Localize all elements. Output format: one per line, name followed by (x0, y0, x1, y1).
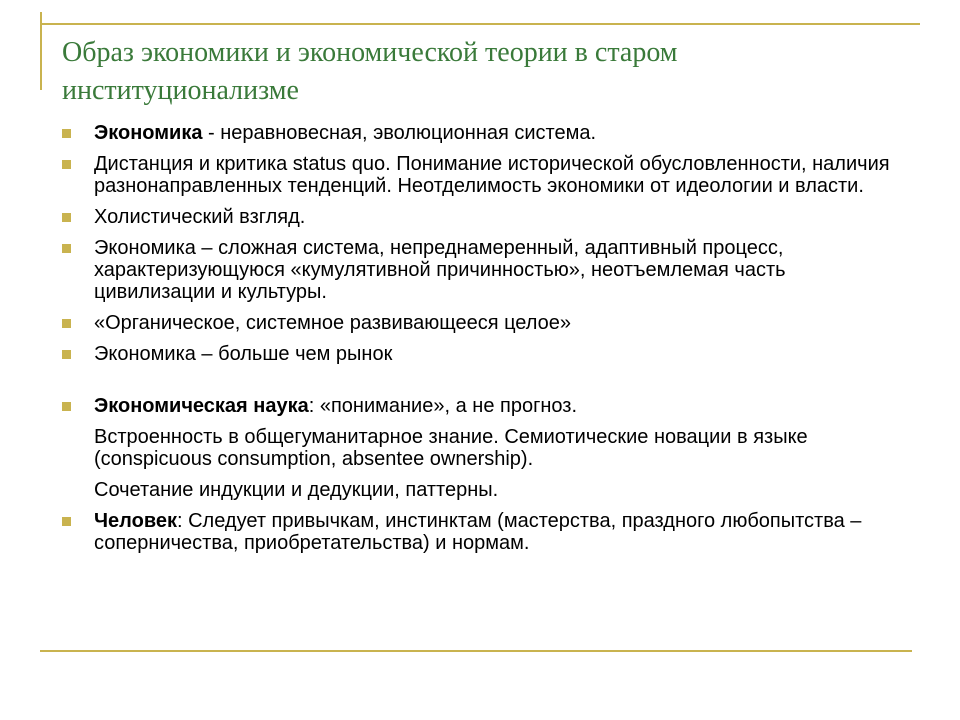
bullet-square-icon (62, 244, 71, 253)
frame-bottom-line (40, 650, 912, 652)
bullet-item-science (62, 395, 912, 417)
item-bold: Экономическая наука (94, 395, 309, 417)
frame-top-line (40, 23, 920, 25)
item-text: «Органическое, системное развивающееся целое» (94, 312, 572, 334)
item-text: Экономика – сложная система, непреднамеренный, адаптивный процесс, характеризующуюся «кумулятивной причинностью», неотъемлемая часть цивилизации и культуры. (94, 237, 786, 303)
bullet-square-icon (62, 160, 71, 169)
bullet-square-icon (62, 129, 71, 138)
item-text: Холистический взгляд. (94, 206, 306, 228)
bullet-item-economy (62, 122, 912, 144)
item-text: Дистанция и критика status quo. Понимание исторической обусловленности, наличия разнонаправленных тенденций. Неотделимость экономики от идеологии и власти. (94, 153, 890, 197)
item-text: - неравновесная, эволюционная система. (202, 122, 597, 144)
item-text: : Следует привычкам, инстинктам (мастерства, праздного любопытства – соперничества, приобретательства) и нормам. (94, 510, 862, 554)
bullet-square-icon (62, 213, 71, 222)
bullet-item-human (62, 510, 912, 554)
item-text: Встроенность в общегуманитарное знание. Семиотические новации в языке (conspicuous consumption, absentee ownership). (94, 426, 808, 470)
slide-content (62, 122, 912, 563)
item-bold: Человек (94, 510, 177, 532)
item-text: Сочетание индукции и дедукции, паттерны. (94, 479, 499, 501)
bullet-square-icon (62, 319, 71, 328)
paragraph-induction (62, 479, 912, 501)
bullet-item-holistic (62, 206, 912, 228)
item-text: Экономика – больше чем рынок (94, 343, 393, 365)
item-text: : «понимание», а не прогноз. (308, 395, 578, 417)
frame-left-line (40, 12, 42, 90)
bullet-square-icon (62, 517, 71, 526)
bullet-square-icon (62, 350, 71, 359)
slide-title: Образ экономики и экономической теории в старом институционализме (62, 37, 678, 106)
bullet-item-market (62, 343, 912, 365)
bullet-item-complex-system (62, 237, 912, 303)
item-bold: Экономика (94, 122, 203, 144)
bullet-item-distance (62, 153, 912, 197)
bullet-square-icon (62, 402, 71, 411)
paragraph-embeddedness (62, 426, 912, 470)
bullet-item-organic (62, 312, 912, 334)
